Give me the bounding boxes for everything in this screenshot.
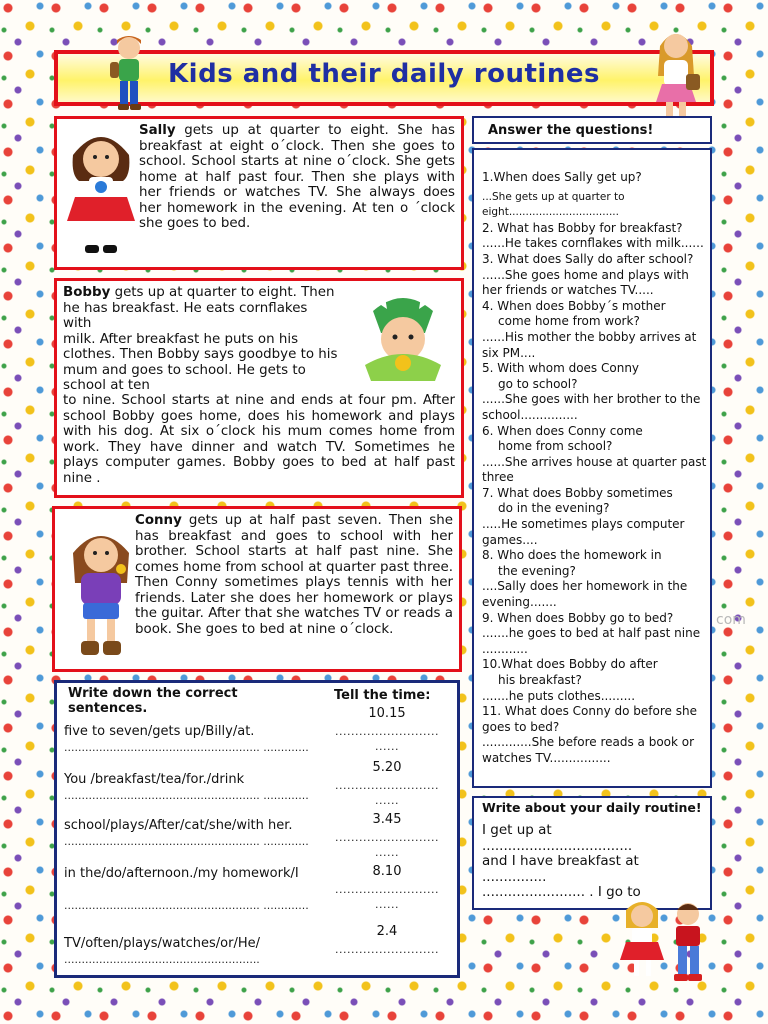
question: 4. When does Bobby´s mother	[482, 298, 666, 313]
sentence-prompt: TV/often/plays/watches/or/He/	[64, 936, 260, 951]
bobby-line: mum and goes to school. He gets to	[63, 362, 306, 378]
answer[interactable]: .............She before reads a book or watches TV................	[482, 735, 695, 765]
sentence-answer-line[interactable]: ........................................................ .............	[64, 741, 309, 754]
question-continued: his breakfast?	[498, 673, 582, 687]
question: 3. What does Sally do after school?	[482, 251, 694, 266]
time-answer-line[interactable]: .......................... ......	[335, 725, 439, 754]
question-continued: home from school?	[498, 439, 613, 454]
answer[interactable]: ....Sally does her homework in the evening.......	[482, 579, 688, 610]
bobby-name: Bobby	[63, 285, 111, 300]
question: 2. What has Bobby for breakfast?	[482, 220, 683, 235]
daily-routine-heading: Write about your daily routine!	[482, 800, 702, 815]
question: 9. When does Bobby go to bed?	[482, 610, 674, 625]
bobby-line: milk. After breakfast he puts on his	[63, 331, 299, 347]
question: 10.What does Bobby do after	[482, 657, 658, 672]
time-value: 10.15	[368, 706, 406, 721]
question: 6. When does Conny come	[482, 423, 643, 438]
sentence-answer-line[interactable]: ........................................................ .............	[64, 835, 309, 848]
sentence-prompt: school/plays/After/cat/she/with her.	[64, 818, 293, 833]
question-continued: come home from work?	[498, 314, 640, 329]
time-value: 8.10	[372, 864, 402, 879]
sally-paragraph: gets up at quarter to eight. She has breakfast at eight o´clock. Then she goes to school. School starts at nine o´clock. She gets home at half past four. Then she plays with her friends or watches TV. She always does her homework in the evening. At ten o ´clock she goes to bed.	[139, 123, 455, 231]
question: 11. What does Conny do before she goes to bed?	[482, 704, 697, 734]
bobby-story-rest	[63, 393, 455, 486]
sentence-prompt: five to seven/gets up/Billy/at.	[64, 724, 255, 739]
sentence-prompt: You /breakfast/tea/for./drink	[64, 772, 245, 787]
bobby-line: gets up at quarter to eight. Then	[110, 285, 335, 300]
two-kids-illustration	[618, 898, 714, 986]
sally-girl-illustration	[65, 125, 137, 259]
answer-questions-heading: Answer the questions!	[488, 123, 654, 138]
sally-story-text	[139, 123, 455, 232]
conny-name: Conny	[135, 513, 182, 528]
daily-routine-line: and I have breakfast at ...............	[482, 853, 639, 885]
conny-girl-illustration	[63, 523, 139, 663]
sentence-answer-line[interactable]: ........................................................	[64, 953, 260, 966]
answer[interactable]: ......She goes home and plays with her friends or watches TV.....	[482, 267, 689, 298]
watermark: com	[716, 612, 746, 628]
question: 7. What does Bobby sometimes	[482, 485, 673, 500]
question: 8. Who does the homework in	[482, 548, 662, 563]
sentence-prompt: in the/do/afternoon./my homework/I	[64, 866, 299, 881]
answer[interactable]: ......He takes cornflakes with milk......	[482, 236, 704, 251]
bobby-line: school at ten	[63, 378, 150, 393]
time-value: 2.4	[376, 924, 398, 939]
conny-story-text	[135, 513, 453, 637]
question-continued: do in the evening?	[498, 501, 610, 516]
question-continued: the evening?	[498, 563, 576, 578]
question: 1.When does Sally get up?	[482, 170, 642, 184]
bobby-boy-illustration	[355, 293, 451, 385]
bobby-line: with	[63, 316, 92, 331]
answer[interactable]: .....He sometimes plays computer games....	[482, 517, 685, 547]
bobby-line: clothes. Then Bobby says goodbye to his	[63, 347, 338, 362]
write-sentences-heading: Write down the correct sentences.	[68, 686, 238, 717]
question: 5. With whom does Conny	[482, 361, 640, 376]
page-title: Kids and their daily routines	[168, 59, 600, 89]
daily-routine-line: ........................ . I go to	[482, 884, 641, 900]
question-continued: go to school?	[498, 376, 578, 391]
time-answer-line[interactable]: .......................... ......	[335, 779, 439, 808]
time-answer-line[interactable]: .......................... ......	[335, 831, 439, 860]
time-value: 3.45	[372, 812, 402, 827]
tell-time-heading: Tell the time:	[334, 688, 431, 703]
answer[interactable]: ...She gets up at quarter to eight.................................	[482, 190, 625, 219]
answer[interactable]: ......She arrives house at quarter past three	[482, 454, 707, 485]
conny-paragraph: gets up at half past seven. Then she has breakfast and goes to school with her brother. School starts at half past nine. She comes home from school at quarter past three. Then Conny sometimes plays tennis with her friends. Later she does her homework or plays the guitar. After that she watches TV or reads a book. She goes to bed at nine o´clock.	[135, 513, 453, 637]
answer[interactable]: ......She goes with her brother to the school...............	[482, 392, 701, 422]
questions-list	[482, 170, 708, 767]
sentence-answer-line[interactable]: ........................................................ .............	[64, 899, 309, 912]
answer[interactable]: .......he puts clothes.........	[482, 688, 636, 703]
time-value: 5.20	[372, 760, 402, 775]
boy-with-backpack-illustration	[104, 32, 154, 112]
daily-routine-line: I get up at ...................................	[482, 822, 633, 854]
answer[interactable]: .......he goes to bed at half past nine ............	[482, 626, 701, 656]
time-answer-line[interactable]: .......................... ......	[335, 883, 439, 912]
sally-story-box	[54, 116, 464, 270]
time-answer-line[interactable]: ..........................	[335, 943, 439, 956]
answer-questions-heading-box	[472, 116, 712, 144]
bobby-story-box	[54, 278, 464, 498]
sally-name: Sally	[139, 123, 176, 138]
sentence-answer-line[interactable]: ........................................................ .............	[64, 789, 309, 802]
bobby-paragraph: to nine. School starts at nine and ends at four pm. After school Bobby goes home, does his homework and plays with his dog. At six o´clock his mum comes home from work. They have dinner and watch TV. Sometimes he plays computer games. Bobby goes to bed at half past nine .	[63, 393, 455, 486]
bobby-story-text	[63, 285, 357, 394]
bobby-line: he has breakfast. He eats cornflakes	[63, 300, 308, 316]
conny-story-box	[52, 506, 462, 672]
answer[interactable]: ......His mother the bobby arrives at six PM....	[482, 329, 697, 360]
